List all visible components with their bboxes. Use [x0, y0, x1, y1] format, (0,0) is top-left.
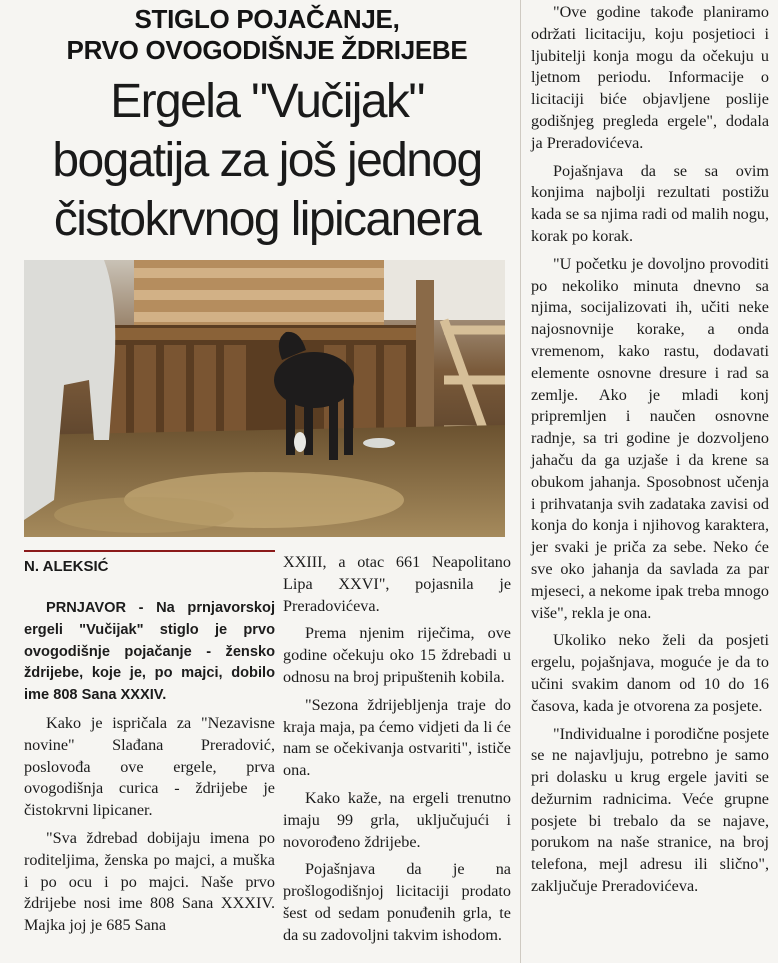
- column-2: [283, 552, 511, 953]
- kicker: [22, 4, 512, 66]
- headline: [14, 72, 520, 249]
- kicker-line: STIGLO POJAČANJE,: [134, 4, 400, 34]
- paragraph: Kako kaže, na ergeli trenutno imaju 99 grla, uključujući i novorođeno ždrijebe.: [283, 788, 511, 851]
- paragraph: "Individualne i porodične posjete se ne najavljuju, potrebno je samo pri dolasku u krug ergele javiti se dežurnim radnicima. Veće grupne posjete bi trebalo da se najave, porukom na naše stranice, na broj telefona, mejl adresu ili slično", zaključuje Preradovićeva.: [531, 724, 769, 896]
- paragraph: "Sva ždrebad dobijaju imena po roditeljima, ženska po majci, a muška i po ocu i po majci. Naše prvo ždrijebe nosi ime 808 Sana XXXIV. Majka joj je 685 Sana: [24, 828, 275, 935]
- headline-line: bogatija za još jednog: [52, 134, 482, 187]
- paragraph: XXIII, a otac 661 Neapolitano Lipa XXVI", pojasnila je Preradovićeva.: [283, 553, 511, 615]
- byline: N. ALEKSIĆ: [24, 550, 275, 575]
- paragraph: Prema njenim riječima, ove godine očekuju oko 15 ždrebadi u odnosu na broj pripuštenih kobila.: [283, 624, 511, 686]
- paragraph: "Sezona ždrijebljenja traje do kraja maja, pa ćemo vidjeti da li će nam se očekivanja ostvariti", ističe ona.: [283, 695, 511, 780]
- paragraph: "Ove godine takođe planiramo održati licitaciju, koju posjetioci i ljubitelji konja mogu da očekuju u ljetnom periodu. Informacije o licitaciji biće objavljene poslije godišnjeg pregleda ergele", dodala ja Preradovićeva.: [531, 3, 769, 152]
- column-3: [531, 2, 769, 904]
- paragraph: Pojašnjava da je na prošlogodišnjoj licitaciji prodato šest od sedam ponuđenih grla, te da su zadovoljni takvim ishodom.: [283, 860, 511, 944]
- headline-line: čistokrvnog lipicanera: [53, 193, 481, 246]
- column-1: [24, 598, 275, 943]
- foal-in-stable-image: [24, 260, 505, 537]
- column-divider: [520, 0, 521, 963]
- kicker-line: PRVO OVOGODIŠNJE ŽDRIJEBE: [66, 35, 468, 65]
- paragraph: Pojašnjava da se sa ovim konjima najbolji rezultati postižu kada se sa njima radi od malih nogu, korak po korak.: [531, 161, 769, 245]
- paragraph: Ukoliko neko želi da posjeti ergelu, pojašnjava, moguće je da to učini svakim danom od 10 do 16 časova, kada je otvorena za posjete.: [531, 631, 769, 715]
- headline-line: Ergela "Vučijak": [110, 75, 424, 128]
- paragraph: "U početku je dovoljno provoditi po nekoliko minuta dnevno sa njima, socijalizovati ih, učiti neke najosnovnije korake, a onda vremenom, kako rastu, dodavati elemente osnovne dresure i rad sa zemlje. Ako je mladi konj pripremljen i naučen osnovne radnje, sa tri godine je dozvoljeno jahaču da ga uzjaše i da krene sa obukom jahanja. Sposobnost učenja i prihvatanja svih zadataka zavisi od konja do konja i njihovog karaktera, jer svaki je priča za sebe. Neko će sve oko jahanja da savlada za par mjeseci, a nekome ipak treba mnogo više", rekla je ona.: [531, 254, 769, 622]
- article-photo: [24, 260, 505, 537]
- paragraph: Kako je ispričala za "Nezavisne novine" Slađana Preradović, poslovođa ove ergele, prva ovogodišnja curica - ždrijebe je čistokrvni lipicaner.: [24, 713, 275, 820]
- lead-paragraph: PRNJAVOR - Na prnjavorskoj ergeli "Vučijak" stiglo je prvo ovogodišnje pojačanje - žensko ždrijebe, koje je, po majci, dobilo ime 808 Sana XXXIV.: [24, 600, 275, 704]
